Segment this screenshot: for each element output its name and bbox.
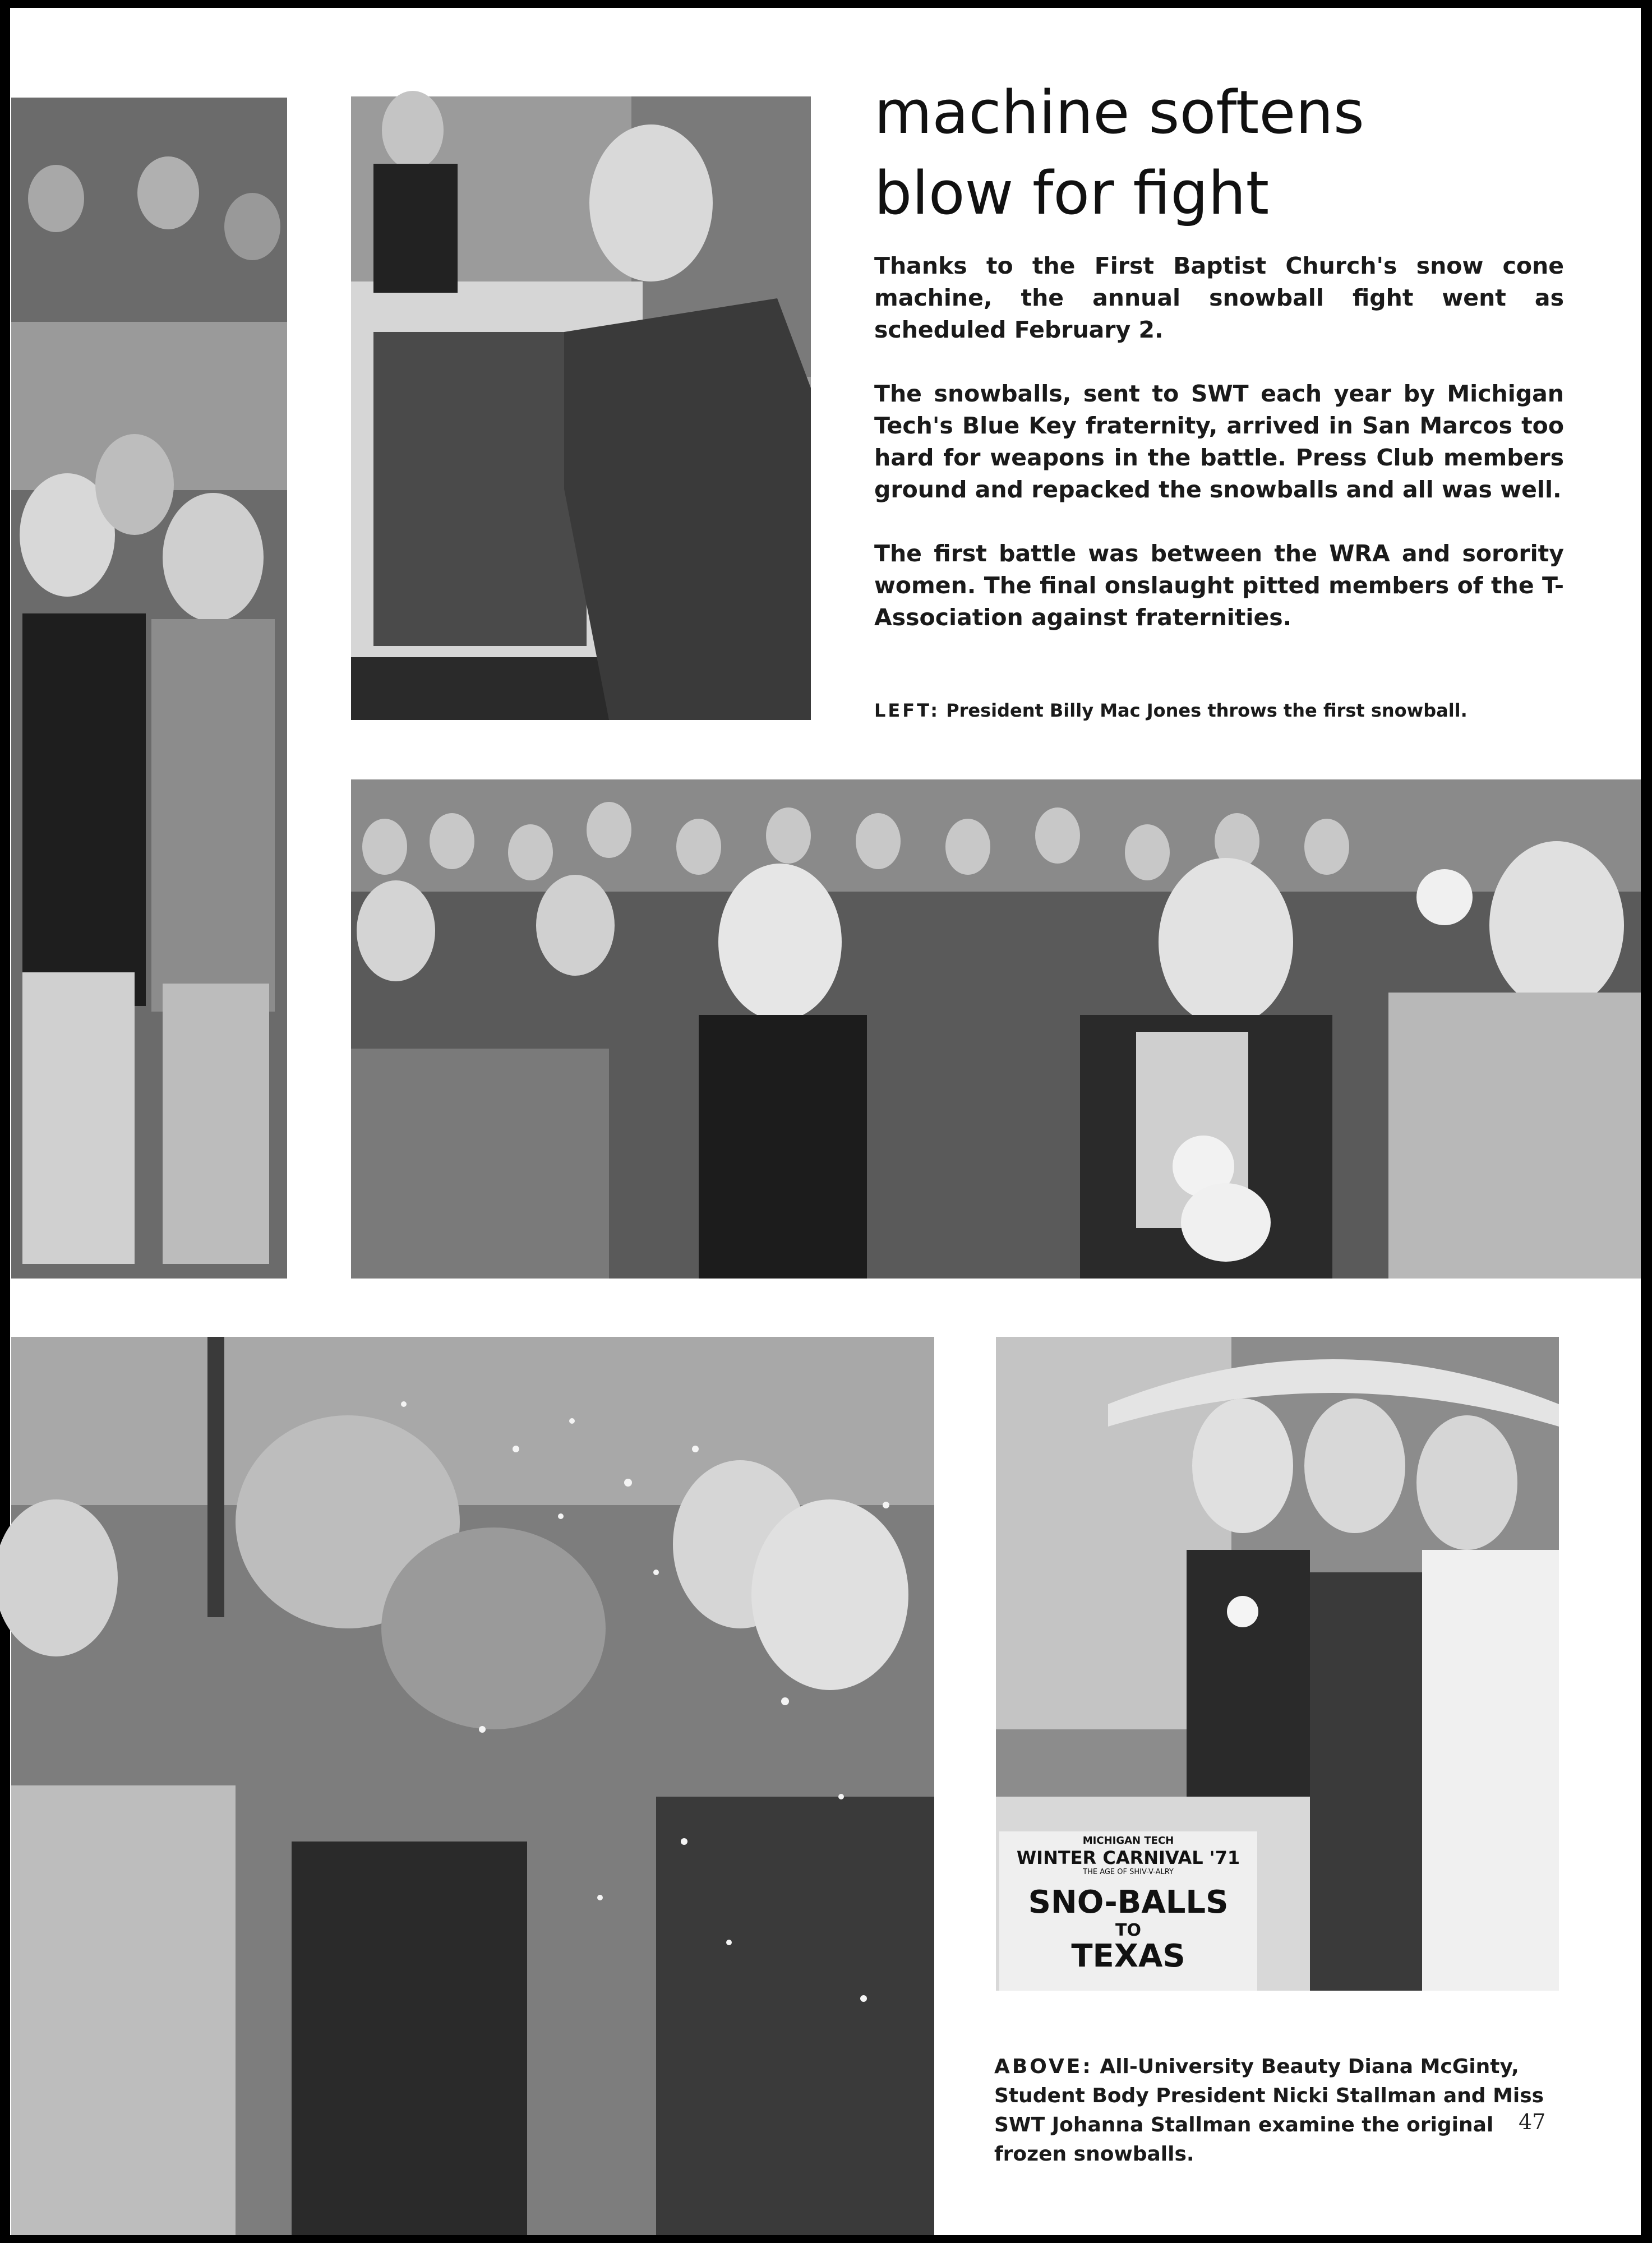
caption-above-text: All-University Beauty Diana McGinty, Student Body President Nicki Stallman and Miss SWT Johanna Stallman examine the original frozen snowballs. bbox=[994, 2055, 1544, 2166]
caption-above bbox=[994, 2052, 1566, 2169]
article-paragraph-1: Thanks to the First Baptist Church's snow cone machine, the annual snowball fight went as scheduled February 2. bbox=[874, 252, 1564, 343]
box-sign-line-5: TO bbox=[1115, 1920, 1141, 1940]
box-sign-line-6: TEXAS bbox=[1071, 1938, 1185, 1975]
article-paragraph-3: The first battle was between the WRA and sorority women. The final onslaught pitted members of the T-Association against fraternities. bbox=[874, 540, 1564, 631]
box-sign-line-4: SNO-BALLS bbox=[1028, 1884, 1229, 1921]
caption-above-tag: ABOVE: bbox=[994, 2055, 1093, 2078]
caption-left bbox=[874, 696, 1603, 724]
photo-beauties-examine-snowballs bbox=[996, 1337, 1559, 1991]
caption-left-tag: LEFT: bbox=[874, 700, 940, 721]
box-sign-line-2: WINTER CARNIVAL '71 bbox=[1016, 1847, 1240, 1868]
article-headline bbox=[874, 72, 1603, 234]
photo-women-snowball-fight bbox=[351, 779, 1641, 1279]
photo-president-throwing-snowball bbox=[351, 96, 811, 720]
photo-crowd-left-strip bbox=[11, 98, 287, 1279]
photo-girls-snow-splash bbox=[11, 1337, 934, 2235]
headline-line-2: blow for fight bbox=[874, 159, 1270, 228]
box-sign-line-3: THE AGE OF SHIV-V-ALRY bbox=[1083, 1868, 1174, 1877]
caption-left-text: President Billy Mac Jones throws the first snowball. bbox=[946, 700, 1468, 721]
box-sign bbox=[999, 1831, 1257, 1991]
yearbook-page bbox=[10, 8, 1641, 2235]
article-paragraph-2: The snowballs, sent to SWT each year by Michigan Tech's Blue Key fraternity, arrived in San Marcos too hard for weapons in the battle. Press Club members ground and repacked the snowballs and all was well. bbox=[874, 380, 1564, 503]
box-sign-line-1: MICHIGAN TECH bbox=[1082, 1835, 1174, 1847]
page-number: 47 bbox=[1519, 2110, 1546, 2134]
headline-line-1: machine softens bbox=[874, 78, 1364, 147]
